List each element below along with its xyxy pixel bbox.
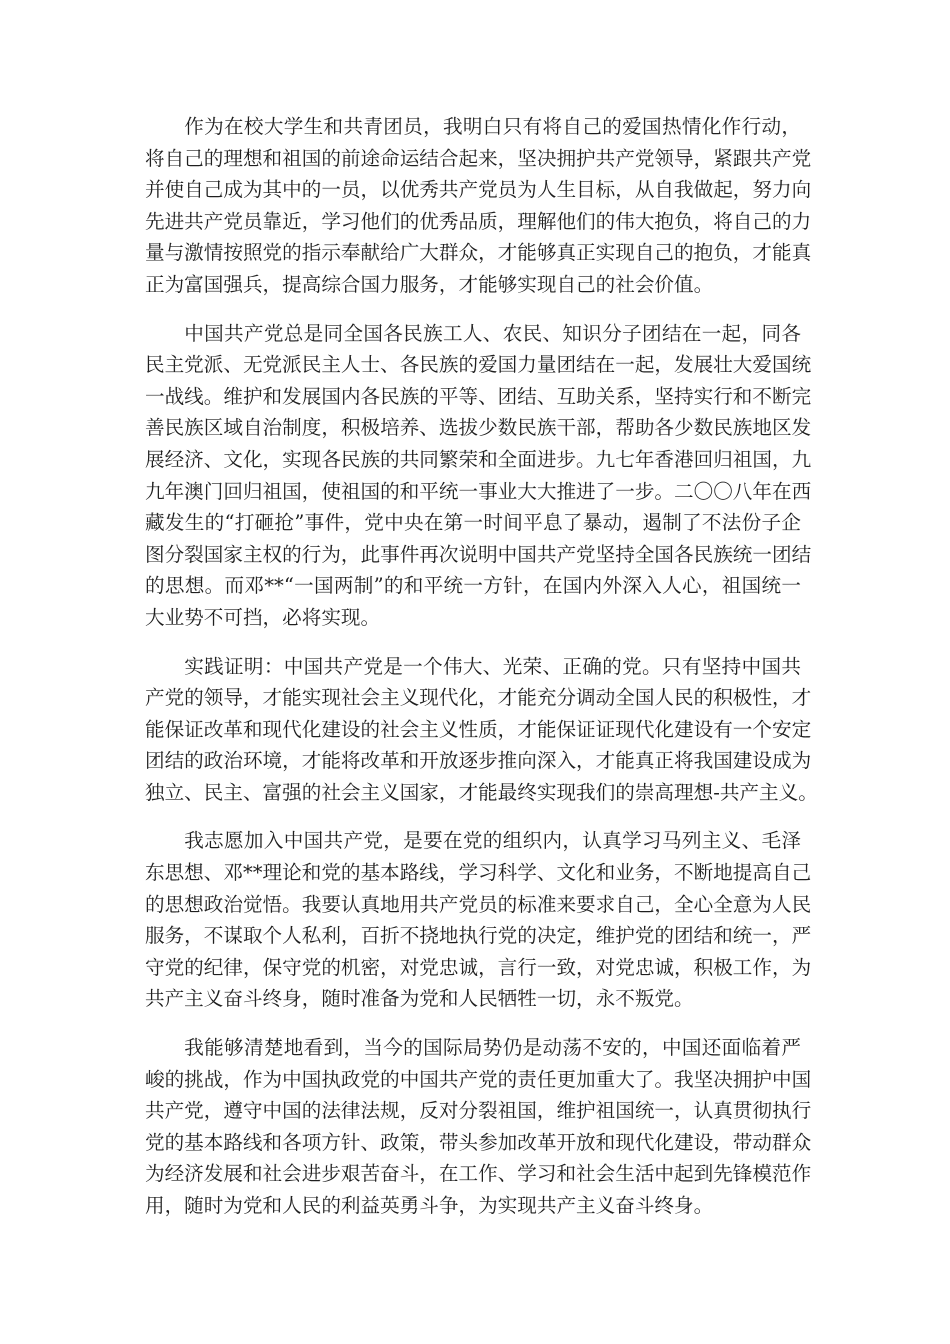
paragraph-line: 共产主义奋斗终身，随时准备为党和人民牺牲一切，永不叛党。	[145, 987, 694, 1011]
paragraph-line: 展经济、文化，实现各民族的共同繁荣和全面进步。九七年香港回归祖国，九	[145, 447, 812, 471]
paragraph-line: 将自己的理想和祖国的前途命运结合起来，坚决拥护共产党领导，紧跟共产党	[145, 146, 812, 170]
paragraph-line: 先进共产党员靠近，学习他们的优秀品质，理解他们的伟大抱负，将自己的力	[145, 209, 812, 233]
paragraph-line: 中国共产党总是同全国各民族工人、农民、知识分子团结在一起，同各	[184, 321, 801, 345]
paragraph-line: 我志愿加入中国共产党，是要在党的组织内，认真学习马列主义、毛泽	[184, 829, 801, 853]
paragraph-line: 东思想、邓**理论和党的基本路线，学习科学、文化和业务，不断地提高自己	[145, 861, 812, 885]
paragraph-line: 党的基本路线和各项方针、政策，带头参加改革开放和现代化建设，带动群众	[145, 1130, 812, 1154]
paragraph-line: 图分裂国家主权的行为，此事件再次说明中国共产党坚持全国各民族统一团结	[145, 542, 812, 566]
paragraph-line: 大业势不可挡，必将实现。	[145, 605, 381, 629]
paragraph-line: 团结的政治环境，才能将改革和开放逐步推向深入，才能真正将我国建设成为	[145, 749, 812, 773]
paragraph-line: 实践证明：中国共产党是一个伟大、光荣、正确的党。只有坚持中国共	[184, 654, 801, 678]
paragraph-line: 正为富国强兵，提高综合国力服务，才能够实现自己的社会价值。	[145, 272, 714, 296]
paragraph	[145, 318, 812, 634]
paragraph-line: 的思想。而邓**“一国两制”的和平统一方针，在国内外深入人心，祖国统一	[145, 574, 801, 598]
paragraph-line: 守党的纪律，保守党的机密，对党忠诚，言行一致，对党忠诚，积极工作，为	[145, 955, 812, 979]
paragraph-line: 九年澳门回归祖国，使祖国的和平统一事业大大推进了一步。二〇〇八年在西	[145, 479, 812, 503]
paragraph-line: 独立、民主、富强的社会主义国家，才能最终实现我们的崇高理想-共产主义。	[145, 780, 818, 804]
paragraph-line: 为经济发展和社会进步艰苦奋斗，在工作、学习和社会生活中起到先锋模范作	[145, 1162, 812, 1186]
paragraph-line: 藏发生的“打砸抢”事件，党中央在第一时间平息了暴动，遏制了不法份子企	[145, 511, 801, 535]
paragraph-line: 一战线。维护和发展国内各民族的平等、团结、互助关系，坚持实行和不断完	[145, 384, 812, 408]
paragraph-line: 能保证改革和现代化建设的社会主义性质，才能保证证现代化建设有一个安定	[145, 717, 812, 741]
paragraph	[145, 825, 812, 1015]
paragraph-line: 产党的领导，才能实现社会主义现代化，才能充分调动全国人民的积极性，才	[145, 686, 812, 710]
paragraph-line: 共产党，遵守中国的法律法规，反对分裂祖国，维护祖国统一，认真贯彻执行	[145, 1099, 812, 1123]
document-body	[145, 111, 818, 1239]
paragraph	[145, 1032, 812, 1222]
paragraph	[145, 111, 812, 301]
paragraph-line: 善民族区域自治制度，积极培养、选拔少数民族干部，帮助各少数民族地区发	[145, 416, 812, 440]
paragraph-line: 峻的挑战，作为中国执政党的中国共产党的责任更加重大了。我坚决拥护中国	[145, 1067, 812, 1091]
paragraph-line: 量与激情按照党的指示奉献给广大群众，才能够真正实现自己的抱负，才能真	[145, 241, 812, 265]
paragraph	[145, 651, 818, 809]
paragraph-line: 民主党派、无党派民主人士、各民族的爱国力量团结在一起，发展壮大爱国统	[145, 353, 812, 377]
paragraph-line: 服务，不谋取个人私利，百折不挠地执行党的决定，维护党的团结和统一，严	[145, 924, 812, 948]
paragraph-line: 的思想政治觉悟。我要认真地用共产党员的标准来要求自己，全心全意为人民	[145, 892, 812, 916]
paragraph-line: 并使自己成为其中的一员，以优秀共产党员为人生目标，从自我做起，努力向	[145, 178, 812, 202]
paragraph-line: 我能够清楚地看到，当今的国际局势仍是动荡不安的，中国还面临着严	[184, 1036, 801, 1060]
paragraph-line: 作为在校大学生和共青团员，我明白只有将自己的爱国热情化作行动，	[184, 115, 801, 138]
paragraph-line: 用，随时为党和人民的利益英勇斗争，为实现共产主义奋斗终身。	[145, 1194, 714, 1217]
